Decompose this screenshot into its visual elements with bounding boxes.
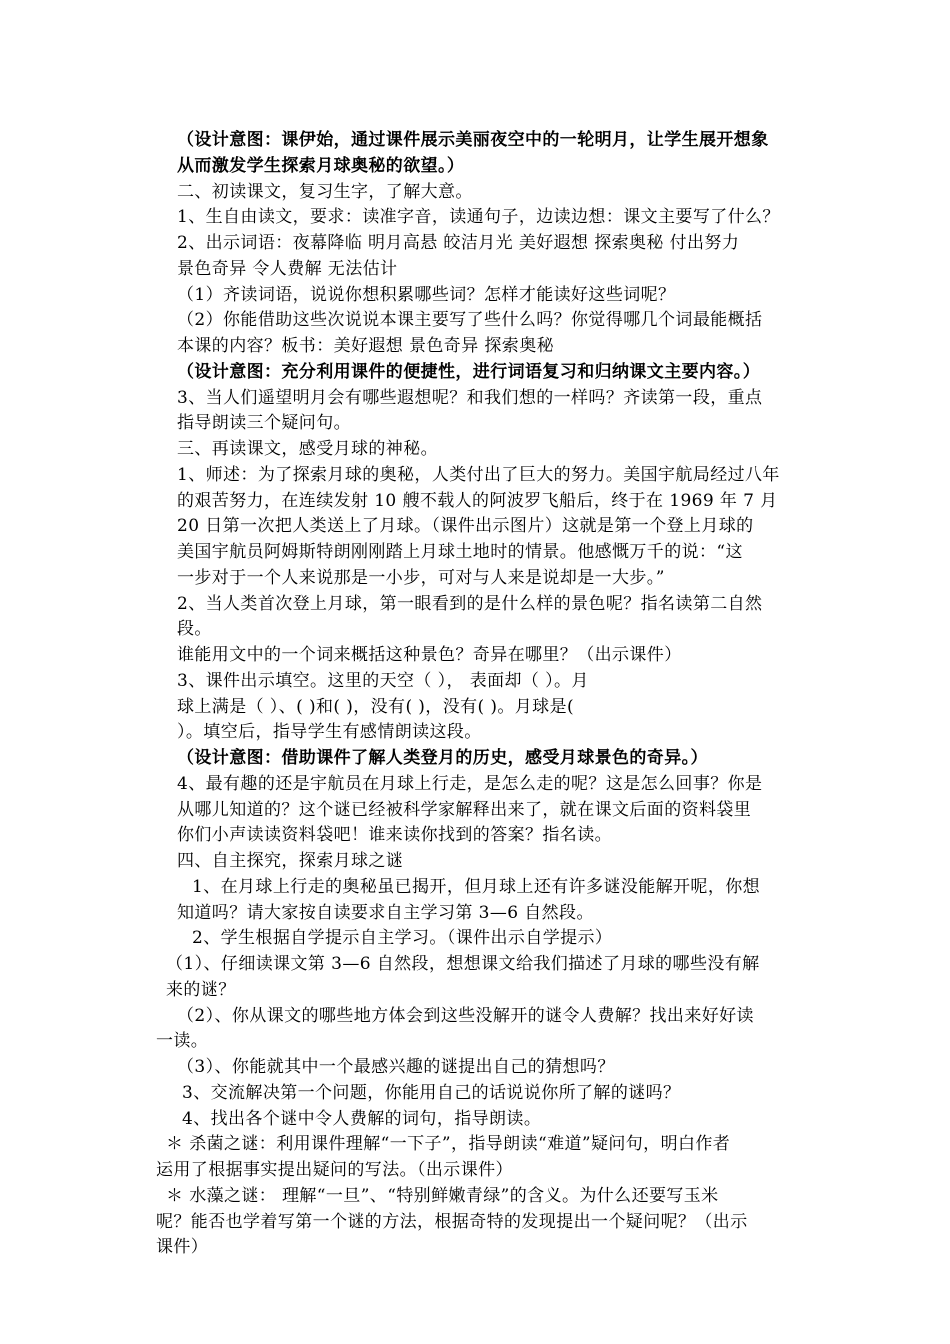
text-line: （2）、你从课文的哪些地方体会到这些没解开的谜令人费解？找出来好好读	[177, 1006, 754, 1026]
text-line: 本课的内容？板书：美好遐想 景色奇异 探索奥秘	[177, 336, 555, 356]
design-intent-1-line-2: 从而激发学生探索月球奥秘的欲望。）	[177, 156, 465, 176]
section-heading-3: 三、再读课文，感受月球的神秘。	[177, 439, 438, 459]
text-line: （3）、你能就其中一个最感兴趣的谜提出自己的猜想吗？	[177, 1057, 615, 1077]
text-line: 4、最有趣的还是宇航员在月球上行走，是怎么走的呢？这是怎么回事？你是	[177, 774, 763, 794]
text-line: 2、出示词语：夜幕降临 明月高悬 皎洁月光 美好遐想 探索奥秘 付出努力	[177, 233, 740, 253]
text-line: 知道吗？请大家按自读要求自主学习第 3—6 自然段。	[177, 903, 594, 923]
text-line: 2、当人类首次登上月球，第一眼看到的是什么样的景色呢？指名读第二自然	[177, 594, 763, 614]
design-intent-3: （设计意图：借助课件了解人类登月的历史，感受月球景色的奇异。）	[177, 748, 708, 768]
text-line: 一读。	[156, 1031, 209, 1051]
text-line: 20 日第一次把人类送上了月球。（课件出示图片）这就是第一个登上月球的	[177, 516, 754, 536]
fill-blank-line: 3、课件出示填空。这里的天空（ ）， 表面却（ ）。月	[177, 671, 589, 691]
text-line: 3、交流解决第一个问题，你能用自己的话说说你所了解的谜吗？	[182, 1083, 681, 1103]
design-intent-2: （设计意图：充分利用课件的便捷性，进行词语复习和归纳课文主要内容。）	[177, 362, 761, 382]
text-line: 景色奇异 令人费解 无法估计	[177, 259, 398, 279]
text-line: 美国宇航员阿姆斯特朗刚刚踏上月球土地时的情景。他感慨万千的说：“这	[177, 542, 743, 562]
text-line: 1、在月球上行走的奥秘虽已揭开，但月球上还有许多谜没能解开呢，你想	[192, 877, 761, 897]
text-line: 从哪儿知道的？这个谜已经被科学家解释出来了，就在课文后面的资料袋里	[177, 800, 752, 820]
text-line: ＊ 杀菌之谜：利用课件理解“一下子”，指导朗读“难道”疑问句，明白作者	[166, 1134, 731, 1154]
text-line: （1）、仔细读课文第 3—6 自然段，想想课文给我们描述了月球的哪些没有解	[166, 954, 760, 974]
text-line: （2）你能借助这些次说说本课主要写了些什么吗？你觉得哪几个词最能概括	[177, 310, 763, 330]
fill-blank-line: ）。填空后，指导学生有感情朗读这段。	[177, 722, 482, 742]
design-intent-1-line-1: （设计意图：课伊始，通过课件展示美丽夜空中的一轮明月，让学生展开想象	[177, 130, 769, 150]
text-line: 1、师述：为了探索月球的奥秘，人类付出了巨大的努力。美国宇航局经过八年	[177, 465, 780, 485]
text-line: 谁能用文中的一个词来概括这种景色？奇异在哪里？（出示课件）	[177, 645, 682, 665]
text-line: （1）齐读词语，说说你想积累哪些词？怎样才能读好这些词呢？	[177, 285, 676, 305]
section-heading-4: 四、自主探究，探索月球之谜	[177, 851, 404, 871]
text-line: 的艰苦努力，在连续发射 10 艘不载人的阿波罗飞船后，终于在 1969 年 7 月	[177, 491, 778, 511]
text-line: 运用了根据事实提出疑问的写法。（出示课件）	[156, 1160, 513, 1180]
text-line: 来的谜？	[166, 980, 236, 1000]
text-line: 4、找出各个谜中令人费解的词句，指导朗读。	[182, 1109, 542, 1129]
text-line: 你们小声读读资料袋吧！谁来读你找到的答案？指名读。	[177, 825, 612, 845]
text-line: 指导朗读三个疑问句。	[177, 413, 351, 433]
text-line: 2、学生根据自学提示自主学习。（课件出示自学提示）	[192, 928, 613, 948]
text-line: 3、当人们遥望明月会有哪些遐想呢？和我们想的一样吗？齐读第一段，重点	[177, 388, 763, 408]
text-line: 一步对于一个人来说那是一小步，可对与人来是说却是一大步。”	[177, 568, 665, 588]
section-heading-2: 二、初读课文，复习生字，了解大意。	[177, 182, 473, 202]
text-line: 段。	[177, 619, 212, 639]
text-line: 课件）	[156, 1237, 209, 1257]
text-line: 呢？能否也学着写第一个谜的方法，根据奇特的发现提出一个疑问呢？（出示	[156, 1212, 748, 1232]
text-line: 1、生自由读文，要求：读准字音，读通句子，边读边想：课文主要写了什么？	[177, 207, 780, 227]
text-line: ＊ 水藻之谜： 理解“一旦”、“特别鲜嫩青绿”的含义。为什么还要写玉米	[166, 1186, 719, 1206]
fill-blank-line: 球上满是（ ）、( )和( )，没有( )，没有( )。月球是(	[177, 697, 575, 717]
